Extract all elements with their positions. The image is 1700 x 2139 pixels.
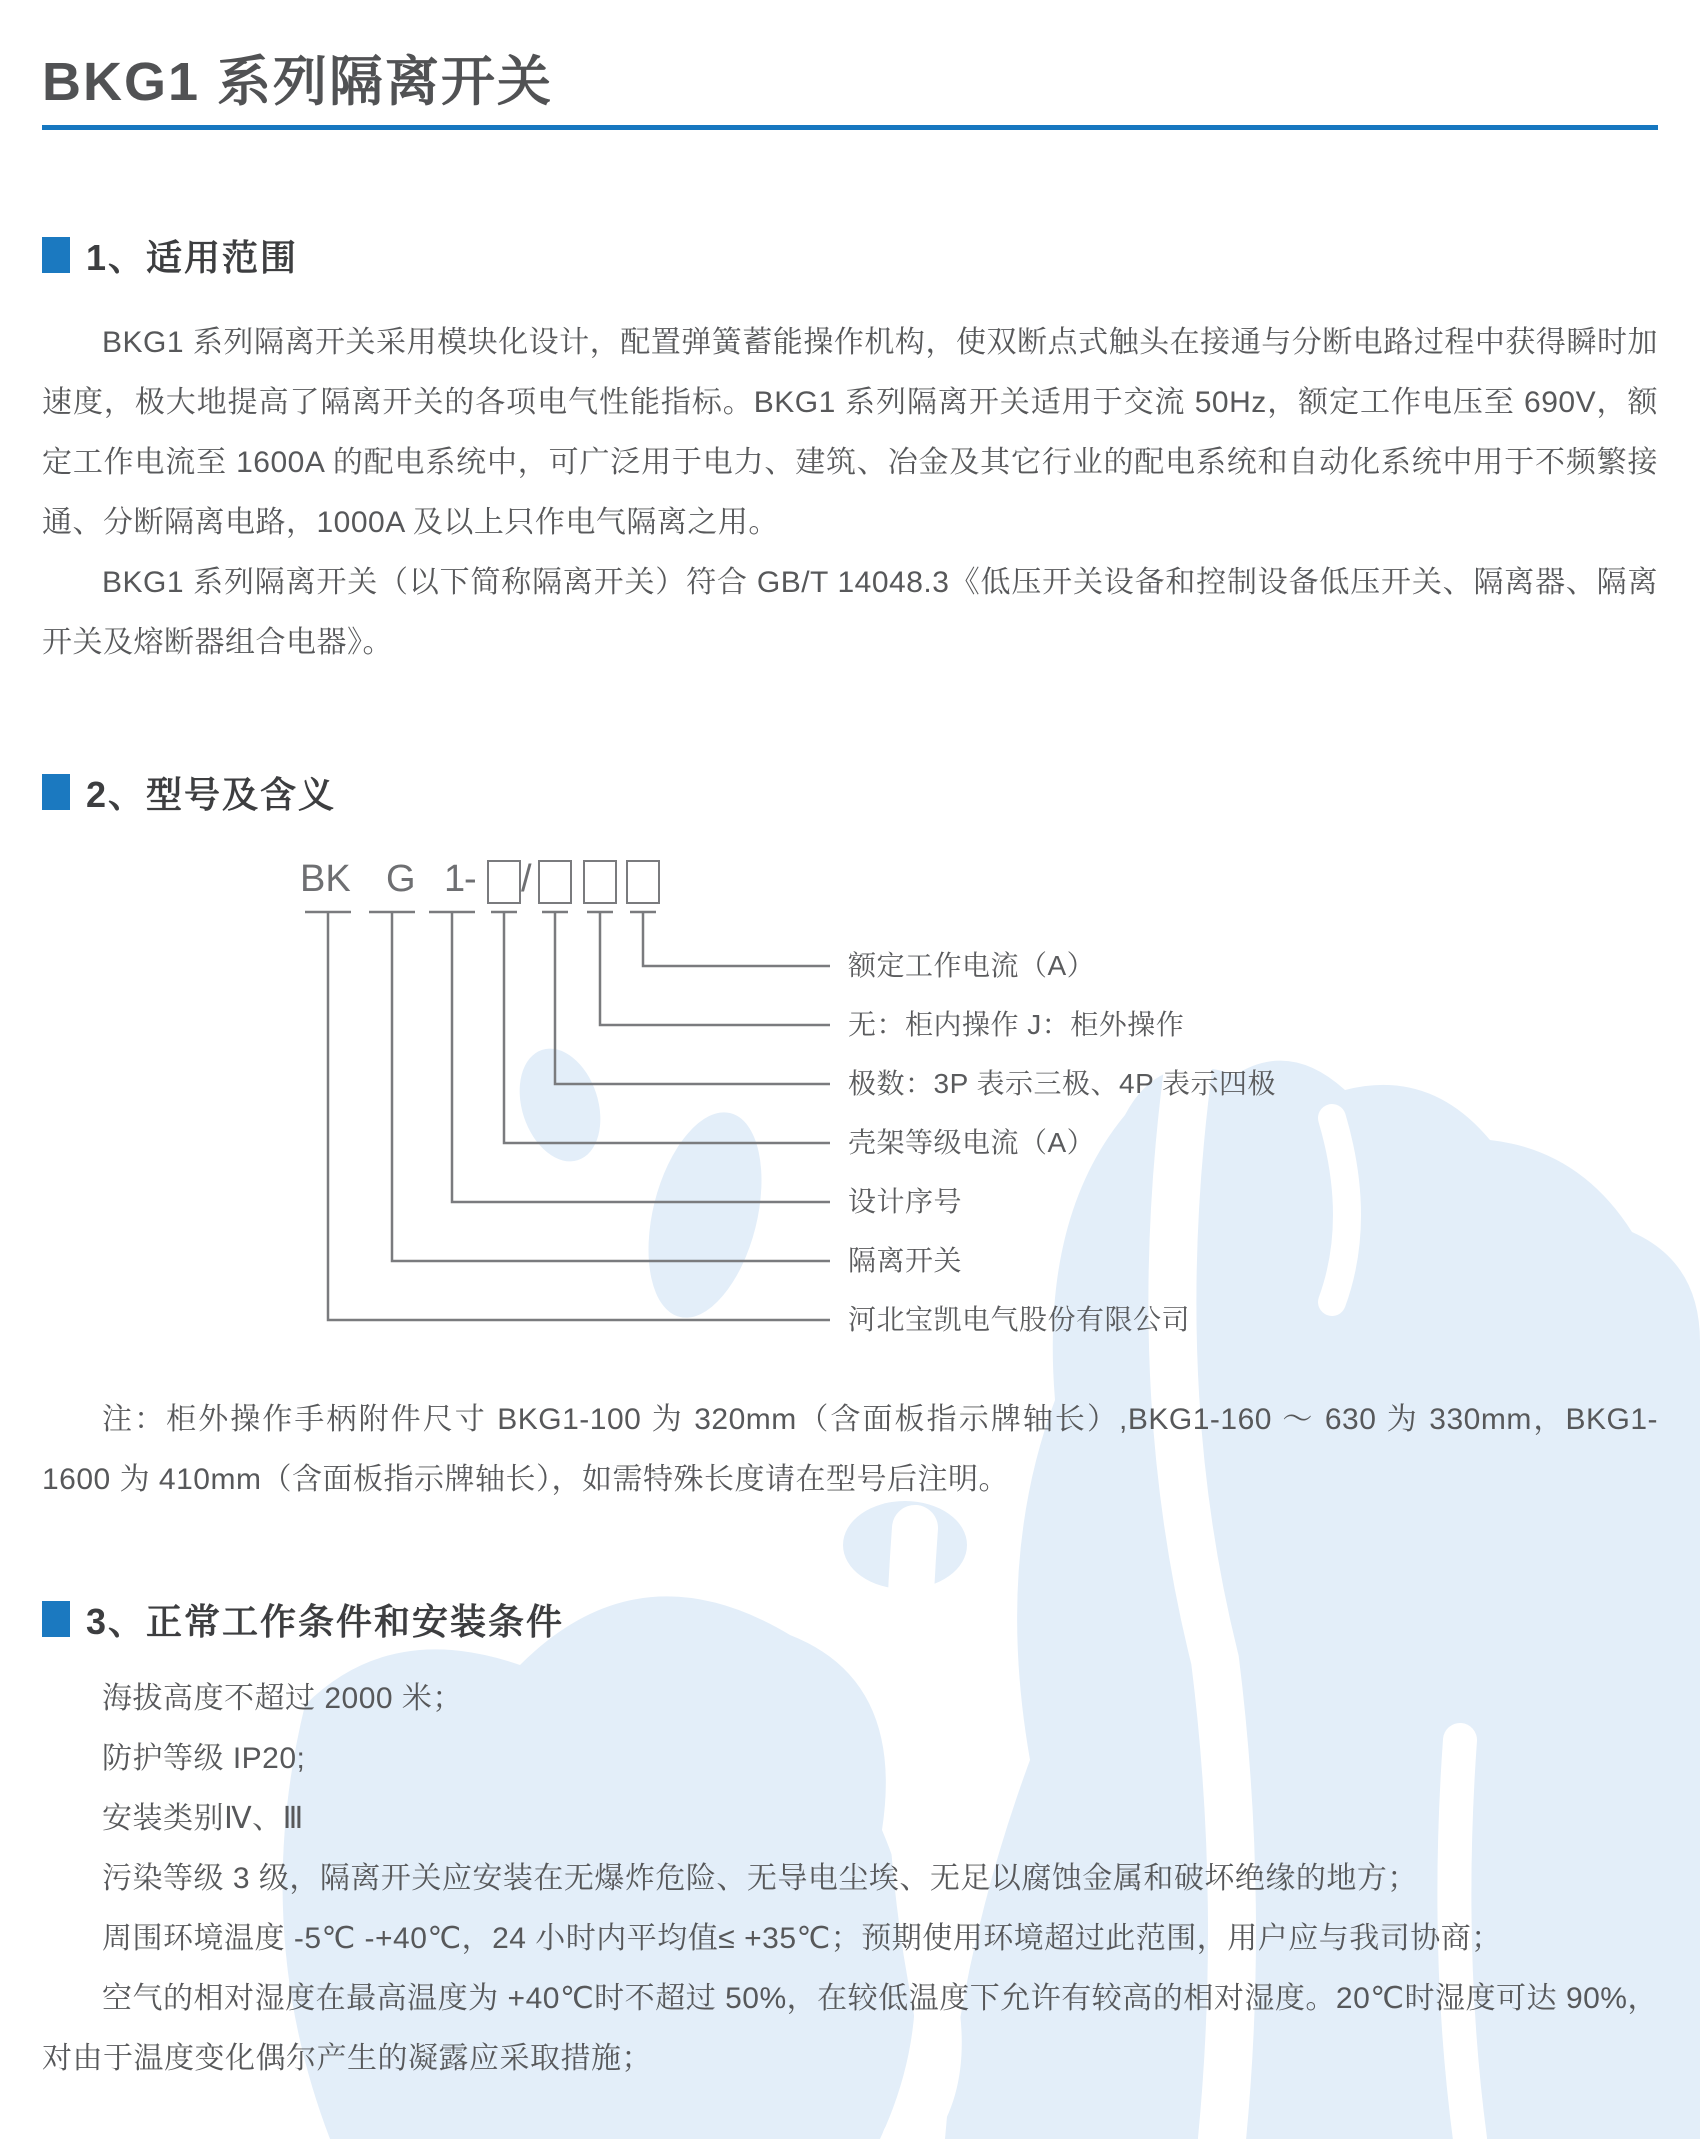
section3-heading-text: 3、正常工作条件和安装条件 bbox=[86, 1600, 565, 1642]
section1-heading-text: 1、适用范围 bbox=[86, 236, 299, 278]
title-underline bbox=[42, 125, 1658, 130]
paragraph: BKG1 系列隔离开关（以下简称隔离开关）符合 GB/T 14048.3《低压开关设备和控制设备低压开关、隔离器、隔离开关及熔断器组合电器》。 bbox=[42, 565, 1658, 659]
paragraph: BKG1 系列隔离开关采用模块化设计，配置弹簧蓄能操作机构，使双断点式触头在接通与分断电路过程中获得瞬时加速度，极大地提高了隔离开关的各项电气性能指标。BKG1 系列隔离开关适用于交流 50Hz，额定工作电压至 690V，额定工作电流至 1600A 的配电系统中，可广泛用于电力、建筑、冶金及其它行业的配电系统和自动化系统中用于不频繁接通、分断隔离电路，1000A 及以上只作电气隔离之用。 bbox=[42, 325, 1658, 539]
section2-heading bbox=[42, 767, 1658, 818]
diagram-label-rated-current: 额定工作电流（A） bbox=[848, 949, 1096, 981]
model-note: 注：柜外操作手柄附件尺寸 BKG1-100 为 320mm（含面板指示牌轴长）,BKG1-160 ～ 630 为 330mm，BKG1-1600 为 410mm（含面板指示牌轴长），如需特殊长度请在型号后注明。 bbox=[42, 1402, 1658, 1496]
diagram-label-frame-current: 壳架等级电流（A） bbox=[848, 1126, 1096, 1158]
section3-heading bbox=[42, 1594, 1658, 1645]
list-item: 海拔高度不超过 2000 米； bbox=[102, 1681, 463, 1715]
diagram-connector-lines bbox=[42, 856, 1658, 1356]
model-part-g: G bbox=[386, 857, 416, 900]
model-part-bk: BK bbox=[300, 857, 351, 900]
diagram-label-design-serial: 设计序号 bbox=[848, 1185, 963, 1217]
list-item: 周围环境温度 -5℃ -+40℃，24 小时内平均值≤ +35℃；预期使用环境超过此范围，用户应与我司协商； bbox=[102, 1921, 1502, 1955]
diagram-label-operation-type: 无：柜内操作 J：柜外操作 bbox=[848, 1008, 1185, 1040]
model-slash: / bbox=[521, 857, 532, 900]
section1-body bbox=[42, 313, 1658, 673]
diagram-label-company: 河北宝凯电气股份有限公司 bbox=[848, 1303, 1191, 1335]
model-box bbox=[626, 860, 660, 904]
diagram-label-switch-type: 隔离开关 bbox=[848, 1244, 963, 1276]
section-marker-square bbox=[42, 774, 70, 810]
section-marker-square bbox=[42, 237, 70, 273]
section-marker-square bbox=[42, 1601, 70, 1637]
model-designation-diagram bbox=[42, 856, 1658, 1356]
list-item: 污染等级 3 级，隔离开关应安装在无爆炸危险、无导电尘埃、无足以腐蚀金属和破坏绝缘的地方； bbox=[102, 1861, 1418, 1895]
list-item: 安装类别Ⅳ、Ⅲ bbox=[102, 1801, 304, 1835]
model-box bbox=[487, 860, 521, 904]
list-item: 空气的相对湿度在最高温度为 +40℃时不超过 50%，在较低温度下允许有较高的相对湿度。20℃时湿度可达 90%，对由于温度变化偶尔产生的凝露应采取措施； bbox=[42, 1981, 1658, 2075]
model-box bbox=[538, 860, 572, 904]
page-title: BKG1 系列隔离开关 bbox=[42, 52, 554, 112]
model-part-1: 1 bbox=[444, 857, 466, 900]
model-box bbox=[583, 860, 617, 904]
list-item: 防护等级 IP20; bbox=[102, 1741, 306, 1775]
model-dash: - bbox=[464, 857, 477, 900]
conditions-list bbox=[42, 1669, 1658, 2089]
section2-heading-text: 2、型号及含义 bbox=[86, 773, 337, 815]
diagram-label-poles: 极数：3P 表示三极、4P 表示四极 bbox=[848, 1067, 1277, 1099]
section1-heading bbox=[42, 230, 1658, 281]
